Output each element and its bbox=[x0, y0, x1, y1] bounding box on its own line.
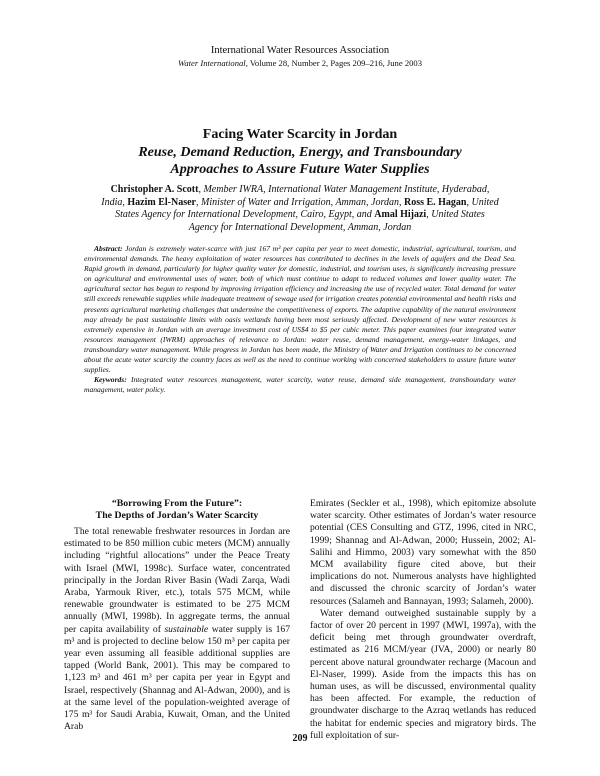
title-main: Facing Water Scarcity in Jordan bbox=[202, 127, 398, 142]
body-paragraph: Water demand outweighed sustainable supply by a factor of over 20 percent in 1997 (MWI, 1997a), with the deficit being met through groundwater overdraft, estimated as 216 MCM/year (JVA, 2000) or nearly 80 percent above natural groundwater recharge (Macoun and El-Naser, 1999). Aside from the impacts this has on human uses, as will be discussed, environmental quality has been affected. For example, the reduction of groundwater discharge to the Azraq wetlands has reduced the habitat for endemic species and migratory birds. The full exploitation of sur- bbox=[310, 607, 536, 741]
title-subtitle-line-2: Approaches to Assure Future Water Supplies bbox=[170, 162, 430, 177]
author-name: Ross E. Hagan bbox=[403, 196, 467, 208]
author-affiliation: , United States Agency for International Development, Amman, Jordan bbox=[188, 209, 485, 233]
section-heading bbox=[64, 498, 290, 522]
body-text: The total renewable freshwater resources in Jordan are estimated to be 850 million cubic meters (MCM) annually including “rightful allocations” under the Peace Treaty with Israel (MWI, 1998c). Surface water, concentrated principally in the Jordan River Basin (Wadi Zarqa, Wadi Araba, Yarmouk River, etc.), totals 575 MCM, while renewable groundwater is estimated to be 275 MCM annually (MWI, 1998b). In aggregate terms, the annual per capita availability of bbox=[64, 526, 290, 635]
body-paragraph bbox=[64, 526, 290, 733]
author-name: Christopher A. Scott bbox=[110, 184, 199, 195]
author-affiliation: , Minister of Water and Irrigation, Amman, Jordan, bbox=[196, 196, 404, 208]
paper-title bbox=[0, 126, 600, 179]
citation-details: , Volume 28, Number 2, Pages 209–216, June 2003 bbox=[245, 58, 423, 68]
keywords-paragraph bbox=[84, 375, 516, 395]
page-number: 209 bbox=[292, 733, 308, 744]
journal-organization: International Water Resources Association bbox=[210, 45, 390, 56]
abstract-text: Jordan is extremely water-scarce with just 167 m³ per capita per year to meet domestic, industrial, agricultural, tourism, and environmental demands. The heavy exploitation of water resources has contributed to declines in the levels of aquifers and the Dead Sea. Rapid growth in demand, particularly for higher quality water for domestic, industrial, and tourism uses, is significantly increasing pressure on agricultural and environmental uses of water, both of which must continue to adapt to reduced volumes and lower quality water. The agricultural sector has begun to respond by improving irrigation efficiency and increasing the use of recycled water. Total demand for water still exceeds renewable supplies while inadequate treatment of sewage used for irrigation creates potential environmental and health risks and presents agricultural marketing challenges that undermine the competitiveness of exports. The adaptive capability of the natural environment may already be past sustainable limits with oasis wetlands having been most seriously affected. Development of new water resources is extremely expensive in Jordan with an average investment cost of US$4 to $5 per cubic meter. This paper examines four integrated water resources management (IWRM) approaches of relevance to Jordan: water reuse, demand management, energy-water linkages, and transboundary water management. While progress in Jordan has been made, the Ministry of Water and Irrigation continues to be concerned about the acute water scarcity the country faces as well as the need to continue working with concerned stakeholders to assure future water supplies. bbox=[84, 244, 516, 375]
body-paragraph: Emirates (Seckler et al., 1998), which epitomize absolute water scarcity. Other estimates of Jordan’s water resource potential (CES Consulting and GTZ, 1996, cited in NRC, 1999; Shannag and Al-Adwan, 2000; Hussein, 2002; Al-Salihi and Himmo, 2003) vary somewhat with the 850 MCM availability figure cited above, but their implications do not. Numerous analysts have highlighted and discussed the chronic scarcity of Jordan’s water resources (Salameh and Bannayan, 1993; Salameh, 2000). bbox=[310, 498, 536, 607]
author-name: Amal Hijazi bbox=[374, 209, 427, 220]
section-heading-line-2: The Depths of Jordan’s Water Scarcity bbox=[95, 510, 259, 521]
author-list bbox=[100, 184, 500, 234]
title-subtitle-line-1: Reuse, Demand Reduction, Energy, and Transboundary bbox=[138, 144, 462, 160]
journal-header bbox=[0, 44, 600, 70]
abstract-block bbox=[84, 244, 516, 395]
keywords-label: Keywords: bbox=[94, 375, 127, 385]
author-affiliation: , United States Agency for International Development, Cairo, Egypt, and bbox=[115, 196, 499, 220]
keywords-text: Integrated water resources management, water scarcity, water reuse, demand side management, transboundary water management, water policy. bbox=[84, 375, 516, 395]
author-affiliation: , Member IWRA, International Water Management Institute, Hyderabad, India, bbox=[101, 184, 490, 208]
author-name: Hazim El-Naser bbox=[127, 196, 196, 208]
abstract-paragraph bbox=[84, 244, 516, 375]
journal-name: Water International bbox=[177, 58, 246, 68]
emphasis-text: sustainable bbox=[164, 623, 209, 635]
abstract-label: Abstract: bbox=[94, 244, 123, 253]
body-text: water supply is 167 m³ and is projected to decline below 150 m³ per capita per year even assuming all feasible additional supplies are tapped (World Bank, 2001). This may be compared to 1,123 m³ and 461 m³ per capita per year in Egypt and Israel, respectively (Shannag and Al-Adwan, 2000), and is at the same level of the population-weighted average of 175 m³ for Saudi Arabia, Kuwait, Oman, and the United Arab bbox=[64, 623, 290, 733]
journal-citation bbox=[0, 57, 600, 70]
section-heading-line-1: “Borrowing From the Future”: bbox=[111, 498, 243, 509]
left-column bbox=[64, 498, 290, 733]
right-column bbox=[310, 498, 536, 742]
